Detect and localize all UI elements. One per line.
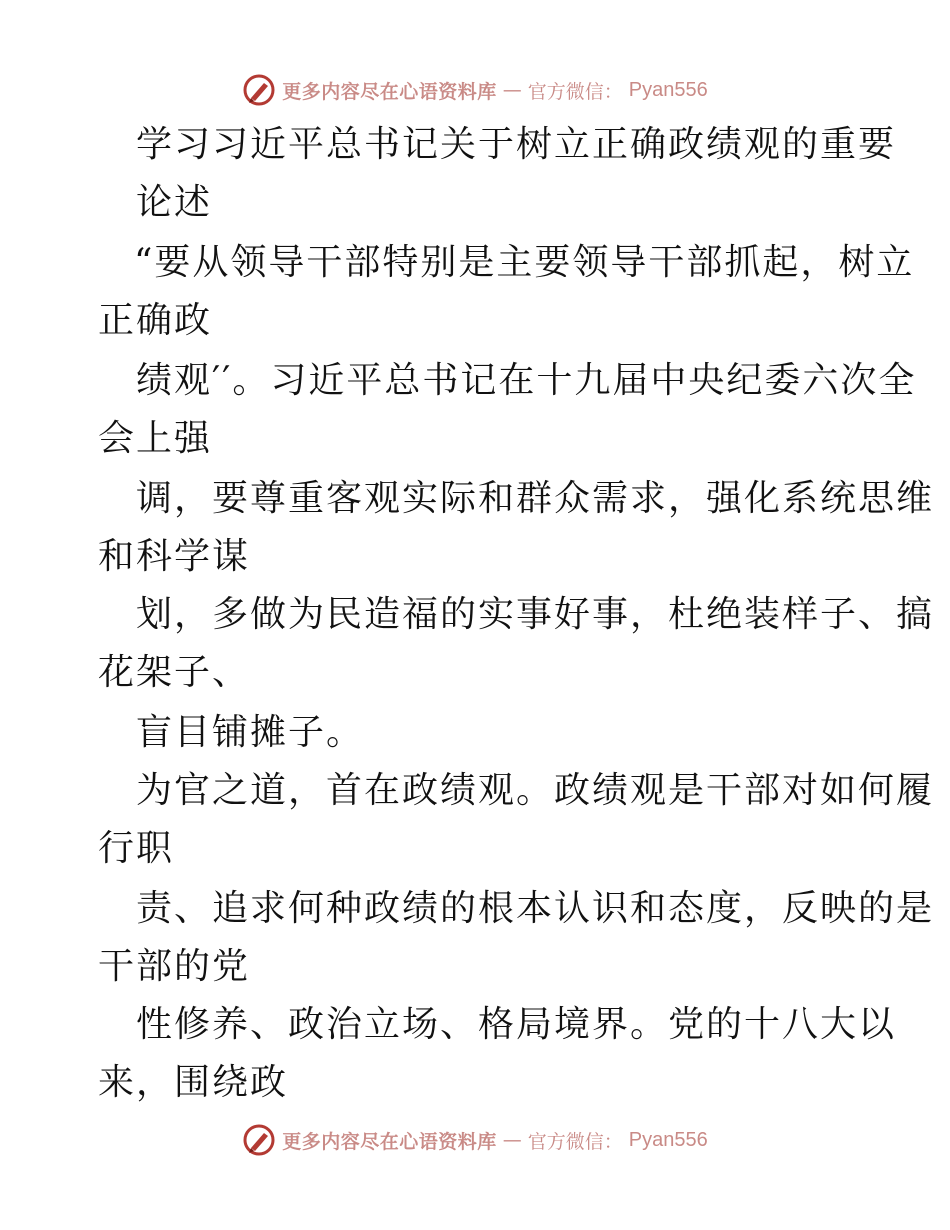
paragraph-line: 责、追求何种政绩的根本认识和态度，反映的是 [136,888,935,929]
paragraph-line: 会上强 [98,418,213,459]
watermark-wechat-id: Pyan556 [628,1128,708,1151]
paragraph-line: 划，多做为民造福的实事好事，杜绝装样子、搞 [136,594,935,635]
paragraph-line: 盲目铺摊子。 [136,712,365,753]
paragraph-line: 干部的党 [98,946,251,987]
watermark-dash: — [502,79,522,101]
paragraph-line: 绩观′′。习近平总书记在十九届中央纪委六次全 [136,360,917,401]
paragraph-line: 为官之道，首在政绩观。政绩观是干部对如何履 [136,770,935,811]
paragraph-line: 和科学谋 [98,536,251,577]
paragraph-line: 来，围绕政 [98,1062,289,1103]
watermark-dash: — [502,1129,522,1151]
watermark-official-label: 官方微信： [527,80,623,103]
watermark-brand-text: 更多内容尽在心语资料库 [282,80,497,103]
paragraph-line: 花架子、 [98,652,251,693]
paragraph-line: “要从领导干部特别是主要领导干部抓起，树立 [134,242,915,283]
pen-logo-icon [242,73,276,107]
document-title-line-1: 学习习近平总书记关于树立正确政绩观的重要 [136,124,897,165]
paragraph-line: 性修养、政治立场、格局境界。党的十八大以 [136,1004,897,1045]
document-title-line-2: 论述 [136,182,213,223]
watermark-wechat-id: Pyan556 [628,78,708,101]
header-watermark [0,70,950,110]
watermark-official-label: 官方微信： [527,1130,623,1153]
watermark-brand-text: 更多内容尽在心语资料库 [282,1130,497,1153]
footer-watermark [0,1120,950,1160]
pen-logo-icon [242,1123,276,1157]
paragraph-line: 调，要尊重客观实际和群众需求，强化系统思维 [136,478,935,519]
paragraph-line: 行职 [98,828,175,869]
paragraph-line: 正确政 [98,300,213,341]
